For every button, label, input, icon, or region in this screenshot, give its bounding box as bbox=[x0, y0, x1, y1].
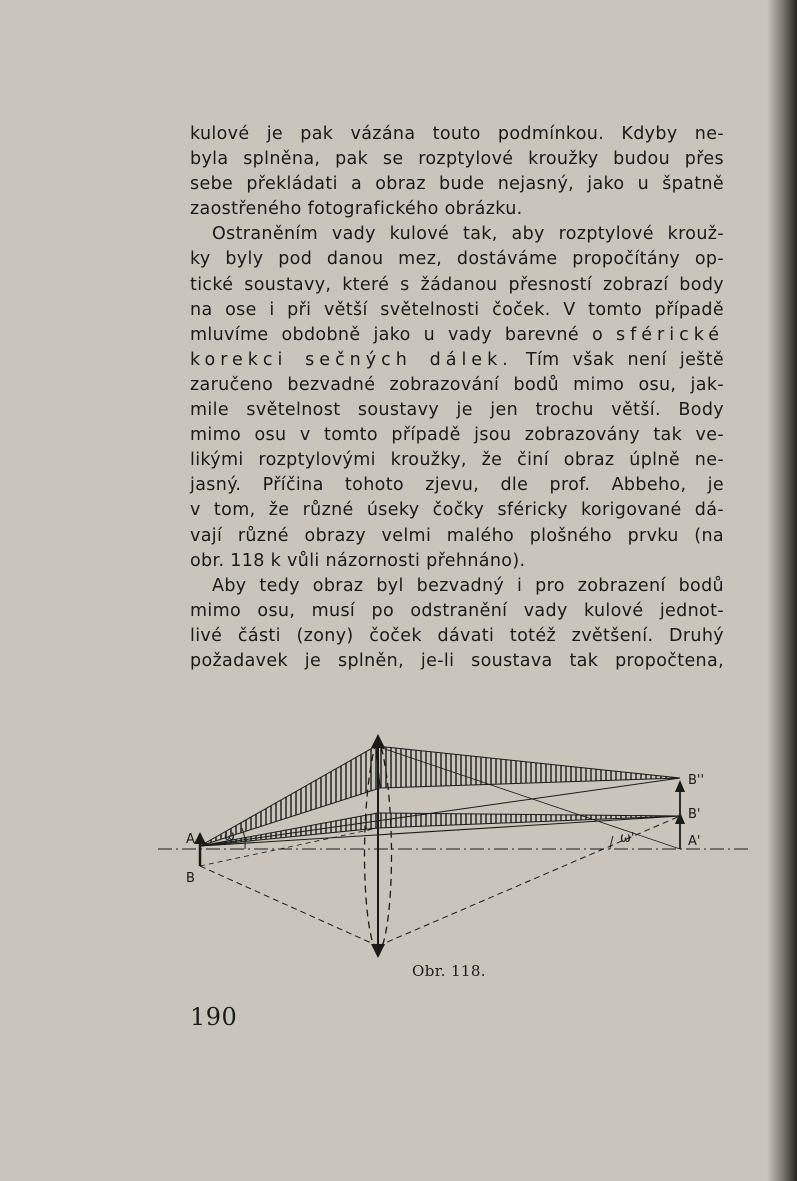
text-line: livé části (zony) čoček dávati totéž zvětšení. Druhý bbox=[190, 625, 724, 646]
lens-diagram bbox=[150, 728, 750, 983]
text-line: mimo osu, musí po odstranění vady kulové jednot- bbox=[190, 600, 724, 621]
label-a-prime: A' bbox=[688, 834, 701, 849]
text-line: zaostřeného fotografického obrázku. bbox=[190, 199, 523, 220]
text-line: v tom, že různé úseky čočky sféricky korigované dá- bbox=[190, 500, 724, 521]
page-edge-shadow bbox=[767, 0, 797, 1181]
text-fragment: Tím však není ještě bbox=[525, 349, 724, 370]
lens-bottom-arrow bbox=[371, 944, 385, 958]
text-line bbox=[190, 348, 724, 373]
label-a: A bbox=[186, 832, 195, 847]
text-line: ky byly pod danou mez, dostáváme propočítány op- bbox=[190, 249, 724, 270]
text-line: byla splněna, pak se rozptylové kroužky budou přes bbox=[190, 149, 724, 170]
text-line: jasný. Příčina tohoto zjevu, dle prof. Abbeho, je bbox=[190, 475, 724, 496]
text-line: Aby tedy obraz byl bezvadný i pro zobrazení bodů bbox=[212, 575, 724, 596]
text-line bbox=[190, 323, 724, 348]
angle-arc-omega-prime bbox=[610, 836, 613, 849]
text-line: mile světelnost soustavy je jen trochu větší. Body bbox=[190, 400, 724, 421]
text-line: mimo osu v tomto případě jsou zobrazovány tak ve- bbox=[190, 425, 724, 446]
label-b-double-prime: B'' bbox=[688, 773, 705, 788]
dashed-ray-return bbox=[378, 816, 680, 946]
figure-caption: Obr. 118. bbox=[412, 962, 486, 980]
text-line: sebe překládati a obraz bude nejasný, jako u špatně bbox=[190, 174, 724, 195]
figure-118 bbox=[150, 728, 750, 983]
paragraph-1 bbox=[190, 122, 724, 222]
text-line: na ose i při větší světelnosti čoček. V tomto případě bbox=[190, 299, 724, 320]
text-line: obr. 118 k vůli názornosti přehnáno). bbox=[190, 550, 526, 571]
text-line: kulové je pak vázána touto podmínkou. Kdyby ne- bbox=[190, 124, 724, 144]
paragraph-3 bbox=[190, 574, 724, 674]
text-line: vají různé obrazy velmi malého plošného prvku (na bbox=[190, 525, 724, 546]
text-line: tické soustavy, které s žádanou přesností zobrazí body bbox=[190, 274, 724, 295]
text-fragment: mluvíme obdobně jako u vady barevné o bbox=[190, 324, 604, 345]
dashed-ray-lower bbox=[200, 866, 378, 946]
lens-top-arrow bbox=[371, 734, 385, 748]
page-number: 190 bbox=[190, 1003, 238, 1031]
body-text bbox=[190, 122, 724, 674]
text-line: požadavek je splněn, je-li soustava tak propočtena, bbox=[190, 650, 724, 671]
label-b: B bbox=[186, 871, 195, 886]
label-b-prime: B' bbox=[688, 807, 701, 822]
object-arrow-head bbox=[194, 832, 206, 844]
text-line: Ostraněním vady kulové tak, aby rozptylové krouž- bbox=[212, 224, 724, 245]
paragraph-2 bbox=[190, 222, 724, 573]
spaced-term: sférické bbox=[615, 324, 724, 345]
image-arrow-head-upper bbox=[675, 780, 685, 792]
spaced-term: korekci sečných dálek. bbox=[190, 349, 513, 370]
text-line: zaručeno bezvadné zobrazování bodů mimo osu, jak- bbox=[190, 374, 724, 395]
text-line: likými rozptylovými kroužky, že činí obraz úplně ne- bbox=[190, 450, 724, 471]
label-omega-prime: ω' bbox=[620, 831, 635, 846]
upper-ray-bundle-right bbox=[376, 746, 680, 788]
label-omega: ω bbox=[224, 829, 235, 844]
